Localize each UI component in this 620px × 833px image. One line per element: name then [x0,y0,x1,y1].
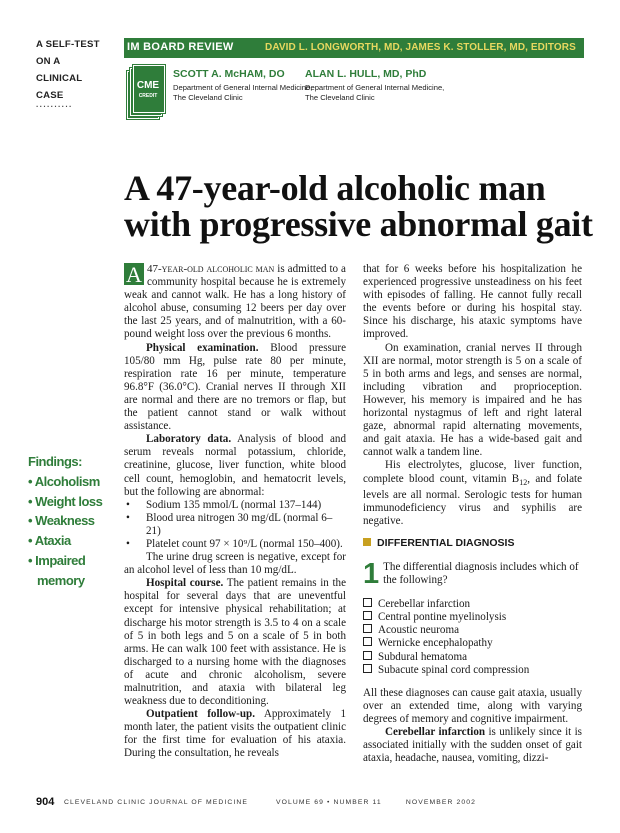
article-title [124,170,594,242]
intro-text: is admitted to a community hospital because he is extremely weak and cannot walk. He has a long history of alcohol abuse, consuming 12 beers per day over the last 25 years, and of malnutrition, with a 60-pound weight loss over the previous 6 months. [124,263,346,341]
body-paragraph: Cerebellar infarction is unlikely since it is associated initially with the sudden onset of gait ataxia, headache, nausea, vomiting, dizzi- [363,726,582,765]
drop-cap: A [124,263,144,285]
answer-option: Acoustic neuroma [363,624,582,637]
section-heading: DIFFERENTIAL DIAGNOSIS [363,537,582,550]
finding-item: • Impaired [28,552,86,568]
page-number: 904 [36,796,55,808]
intro-smallcaps: 47-year-old alcoholic man [147,263,275,275]
checkbox-icon [363,611,372,620]
body-column-right [363,263,582,765]
answer-option: Cerebellar infarction [363,598,582,611]
journal-volume: VOLUME 69 • NUMBER 11 [276,799,382,806]
run-in-head: Physical examination. [146,341,259,354]
author-affiliation [305,83,444,103]
findings-sidebar [28,452,118,591]
self-test-line: ON A [36,56,61,67]
urine-paragraph: The urine drug screen is negative, except for an alcohol level of less than 10 mg/dL. [124,551,346,577]
finding-item-continued: memory [37,572,85,588]
body-paragraph: that for 6 weeks before his hospitalization he experienced progressive unsteadiness on his feet with episodes of falling. He cannot fully recall the events before or during his hospital stay. Since his discharge, his ataxic symptoms have improved. [363,263,582,341]
intro-paragraph [124,263,346,342]
affiliation-inst: The Cleveland Clinic [173,93,243,102]
credit-label: CREDIT [138,93,158,99]
run-in-head: Laboratory data. [146,433,232,446]
answer-option: Subacute spinal cord compression [363,664,582,677]
body-paragraph: His electrolytes, glucose, liver function, complete blood count, vitamin $B_{12}$, and folate levels are all normal. Serologic tests for human immunodeficiency virus and syphilis are negative. [363,459,582,527]
affiliation-dept: Department of General Internal Medicine, [173,83,313,92]
follow-up-paragraph: Outpatient follow-up. Approximately 1 month later, the patient visits the outpatient clinic for the first time for evaluation of his ataxia. During the consultation, he reveals [124,708,346,760]
list-item: • Platelet count 97 × 10⁹/L (normal 150–400). [124,538,346,551]
journal-date: NOVEMBER 2002 [405,799,477,806]
square-bullet-icon [363,538,371,546]
cme-label: CME [136,80,160,91]
body-paragraph: On examination, cranial nerves II through XII are normal, motor strength is 5 on a scale of 5 in both arms and legs, and senses are normal, including vibration and proprioception. However, his memory is impaired and he has horizontal nystagmus of left and right lateral gaze, abnormal rapid alternating movements, and gait ataxia. He has a wide-based gait and cannot walk a tandem line. [363,341,582,459]
finding-item: • Weakness [28,513,95,529]
body-paragraph: All these diagnoses can cause gait ataxia, usually over an extended time, along with varying degrees of memory and cognitive impairment. [363,686,582,725]
finding-item: • Ataxia [28,533,71,549]
self-test-tag [36,36,116,110]
answer-options [363,598,582,677]
self-test-line: CLINICAL [36,73,83,84]
hospital-course-paragraph: Hospital course. The patient remains in the hospital for several days that are uneventful except for intensive physical rehabilitation; at discharge his motor strength is 3.5 to 4 on a scale of 5 in both legs and 5 on a scale of 5 in both arms. He can walk 100 feet with assistance. He is discharged to a nursing home with the diagnoses of acute and chronic alcoholism, severe malnutrition, and ataxia with bilateral leg weakness due to deconditioning. [124,577,347,708]
checkbox-icon [363,651,372,660]
answer-option: Central pontine myelinolysis [363,611,582,624]
question-text: The differential diagnosis includes which of the following? [383,561,579,587]
findings-heading: Findings: [28,454,82,469]
author-affiliation [173,83,312,103]
question-number: 1 [363,558,380,591]
journal-footer [64,799,476,806]
checkbox-icon [363,637,372,646]
lab-data-paragraph: Laboratory data. Analysis of blood and serum reveals normal potassium, chloride, creatinine, glucose, liver function, white blood cell count, hemoglobin, and hematocrit levels, but the following are abnormal: [124,433,347,498]
checkbox-icon [363,598,372,607]
section-title: IM BOARD REVIEW [127,41,234,53]
list-item: • Sodium 135 mmol/L (normal 137–144) [124,499,346,512]
run-in-head: Cerebellar infarction [385,726,486,739]
self-test-line: A SELF-TEST [36,39,100,50]
lab-results-list [124,499,346,551]
dotted-divider: ·········· [36,102,73,111]
answer-option: Subdural hematoma [363,651,582,664]
run-in-head: Outpatient follow-up. [146,708,255,721]
checkbox-icon [363,664,372,673]
list-item: • Blood urea nitrogen 30 mg/dL (normal 6–21) [124,512,346,538]
author-name: SCOTT A. McHAM, DO [173,68,285,80]
checkbox-icon [363,624,372,633]
finding-item: • Alcoholism [28,473,100,489]
affiliation-inst: The Cleveland Clinic [305,93,375,102]
answer-option: Wernicke encephalopathy [363,637,582,650]
run-in-head: Hospital course. [146,577,224,590]
body-column-left [124,263,346,761]
finding-item: • Weight loss [28,493,103,509]
self-test-line: CASE [36,90,64,101]
question [363,558,582,591]
journal-name: CLEVELAND CLINIC JOURNAL OF MEDICINE [64,799,248,806]
physical-exam-paragraph: Physical examination. Blood pressure 105/80 mm Hg, pulse rate 80 per minute, respiration rate 16 per minute, temperature 96.8°F (36.0°C). Cranial nerves II through XII are normal and there are no tremors or flap, but the patient cannot stand or walk without assistance. [124,341,346,433]
affiliation-dept: Department of General Internal Medicine, [305,83,445,92]
title-line: A 47-year-old alcoholic man [124,168,546,208]
author-name: ALAN L. HULL, MD, PhD [305,68,427,80]
title-line: with progressive abnormal gait [124,204,593,244]
editors-line: DAVID L. LONGWORTH, MD, JAMES K. STOLLER, MD, EDITORS [265,42,576,53]
